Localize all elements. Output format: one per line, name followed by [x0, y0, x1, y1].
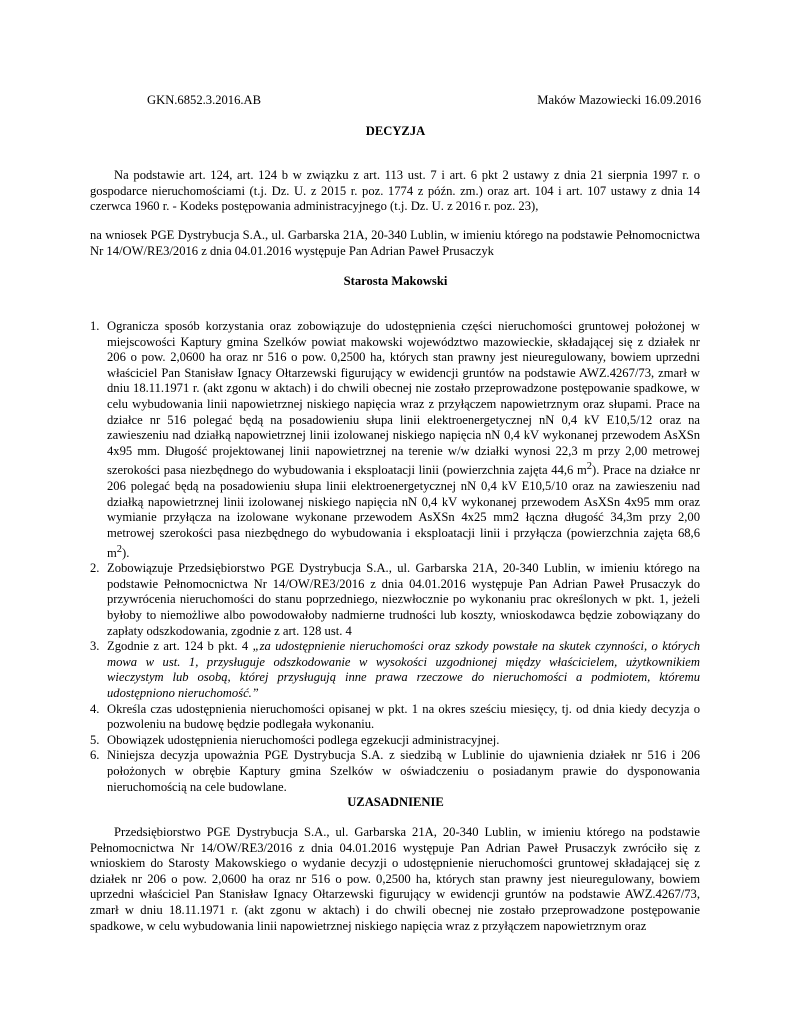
item-text-cont: ). Prace na działce nr 206 polegać będą na posadowieniu słupa linii elektroenergetycznej nN 0,4 kV E10,5/10 oraz na zawieszeniu nad działką napowietrznej linii izolowanej niskiego napięcia nN 0,4 kV wykonanej przewodem AsXSn 4x95 mm oraz wymianie przyłącza na izolowane wykonane przewodem AsXSn 4x25 mm2 łączna długość 34,3m przy 2,00 metrowej szerokości pasa niezbędnego do wybudowania i eksploatacji linii i przyłącza (powierzchnia zajęta 68,6 m: [107, 463, 701, 560]
decision-item: [90, 319, 700, 561]
authority-heading: Starosta Makowski: [343, 274, 448, 288]
request-paragraph: na wniosek PGE Dystrybucja S.A., ul. Garbarska 21A, 20-340 Lublin, w imieniu którego na podstawie Pełnomocnictwa Nr 14/OW/RE3/2016 z dnia 04.01.2016 występuje Pan Adrian Paweł Prusaczyk: [90, 228, 700, 258]
item-number: 3.: [90, 639, 100, 654]
decision-item: [90, 561, 700, 639]
item-text: Obowiązek udostępnienia nieruchomości podlega egzekucji administracyjnej.: [107, 732, 500, 747]
quoted-provision: „za udostępnienie nieruchomości oraz szkody powstałe na skutek czynności, o których mowa w ust. 1, przysługuje odszkodowanie w wysokości uzgodnionej między właścicielem, użytkownikiem wieczystym lub osobą, której przysługują inne prawa rzeczowe do nieruchomości a podmiotem, któremu udostępniono nieruchomość.”: [107, 639, 700, 701]
item-number: 5.: [90, 732, 100, 747]
item-text-end: ).: [122, 545, 130, 560]
item-text: Zgodnie z art. 124 b pkt. 4: [107, 639, 253, 654]
superscript: 2: [586, 461, 593, 473]
place-date: Maków Mazowiecki 16.09.2016: [537, 93, 701, 107]
decision-item: [90, 733, 700, 749]
item-text: Zobowiązuje Przedsiębiorstwo PGE Dystrybucja S.A., ul. Garbarska 21A, 20-340 Lublin, w imieniu którego na podstawie Pełnomocnictwa Nr 14/OW/RE3/2016 z dnia 04.01.2016 występuje Pan Adrian Paweł Prusaczyk do przywrócenia nieruchomości do stanu poprzedniego, niezwłocznie po wykonaniu prac określonych w pkt. 1, jeżeli byłoby to niemożliwe albo powodowałoby nadmierne trudności lub koszty, wnioskodawca będzie zobowiązany do zapłaty odszkodowania, zgodnie z art. 128 ust. 4: [107, 561, 700, 638]
item-text: Ogranicza sposób korzystania oraz zobowiązuje do udostępnienia części nieruchomości gruntowej położonej w miejscowości Kaptury gmina Szelków powiat makowski województwo mazowieckie, składającej się z działek nr 206 o pow. 2,0600 ha oraz nr 516 o pow. 0,2500 ha, których stan prawny jest nieuregulowany, bowiem uprzedni właściciel Pan Stanisław Ignacy Ołtarzewski figurujący w ewidencji gruntów na podstawie AWZ.4267/73, zmarł w dniu 18.11.1971 r. (akt zgonu w aktach) i do chwili obecnej nie zostało przeprowadzone postępowanie spadkowe, w celu wybudowania linii napowietrznej niskiego napięcia wraz z przyłączem napowietrznym oraz słupami. Prace na działce nr 516 polegać będą na posadowieniu słupa linii elektroenergetycznej nN 0,4 kV E10,5/12 oraz na zawieszeniu nad działką napowietrznej linii izolowanej niskiego napięcia nN 0,4 kV wykonanej przewodem AsXSn 4x95 mm. Długość projektowanej linii napowietrznej na terenie w/w działki wynosi 22,3 m przy 2,00 metrowej szerokości pasa niezbędnego do wybudowania i eksploatacji linii (powierzchnia zajęta 44,6 m: [107, 319, 700, 478]
item-number: 4.: [90, 701, 100, 716]
item-number: 1.: [90, 319, 100, 333]
justification-title: UZASADNIENIE: [347, 795, 444, 809]
item-text: Określa czas udostępnienia nieruchomości opisanej w pkt. 1 na okres sześciu miesięcy, tj. od dnia kiedy decyzja o pozwoleniu na budowę będzie podlegała wykonaniu.: [107, 701, 700, 732]
item-number: 6.: [90, 748, 100, 763]
item-text: Niniejsza decyzja upoważnia PGE Dystrybucja S.A. z siedzibą w Lublinie do ujawnienia działek nr 516 i 206 położonych w obrębie Kaptury gmina Szelków w oświadczeniu o posiadanym prawie do dysponowania nieruchomością na cele budowlane.: [107, 748, 700, 794]
decision-items-list: [90, 319, 700, 795]
justification-paragraph: Przedsiębiorstwo PGE Dystrybucja S.A., ul. Garbarska 21A, 20-340 Lublin, w imieniu którego na podstawie Pełnomocnictwa Nr 14/OW/RE3/2016 z dnia 04.01.2016 występuje Pan Adrian Paweł Prusaczyk zwróciło się z wnioskiem do Starosty Makowskiego o wydanie decyzji o udostępnienie nieruchomości gruntowej składającej się z działek nr 206 o pow. 2,0600 ha oraz nr 516 o pow. 0,2500 ha, których stan prawny jest nieuregulowany, bowiem uprzedni właściciel Pan Stanisław Ignacy Ołtarzewski figurujący w ewidencji gruntów na podstawie AWZ.4267/73, zmarł w dniu 18.11.1971 r. (akt zgonu w aktach) i do chwili obecnej nie zostało przeprowadzone postępowanie spadkowe, w celu wybudowania linii napowietrznej niskiego napięcia wraz z przyłączem napowietrznym oraz: [90, 825, 700, 933]
superscript: 2: [116, 543, 123, 555]
legal-basis-paragraph: Na podstawie art. 124, art. 124 b w związku z art. 113 ust. 7 i art. 6 pkt 2 ustawy z dnia 21 sierpnia 1997 r. o gospodarce nieruchomościami (t.j. Dz. U. z 2015 r. poz. 1774 z późn. zm.) oraz art. 104 i art. 107 ustawy z dnia 14 czerwca 1960 r. - Kodeks postępowania administracyjnego (t.j. Dz. U. z 2016 r. poz. 23),: [90, 168, 700, 214]
decision-item: [90, 639, 700, 701]
item-number: 2.: [90, 561, 100, 576]
decision-item: [90, 748, 700, 795]
decision-item: [90, 702, 700, 733]
decision-title: DECYZJA: [365, 124, 426, 138]
case-number: GKN.6852.3.2016.AB: [147, 93, 262, 107]
